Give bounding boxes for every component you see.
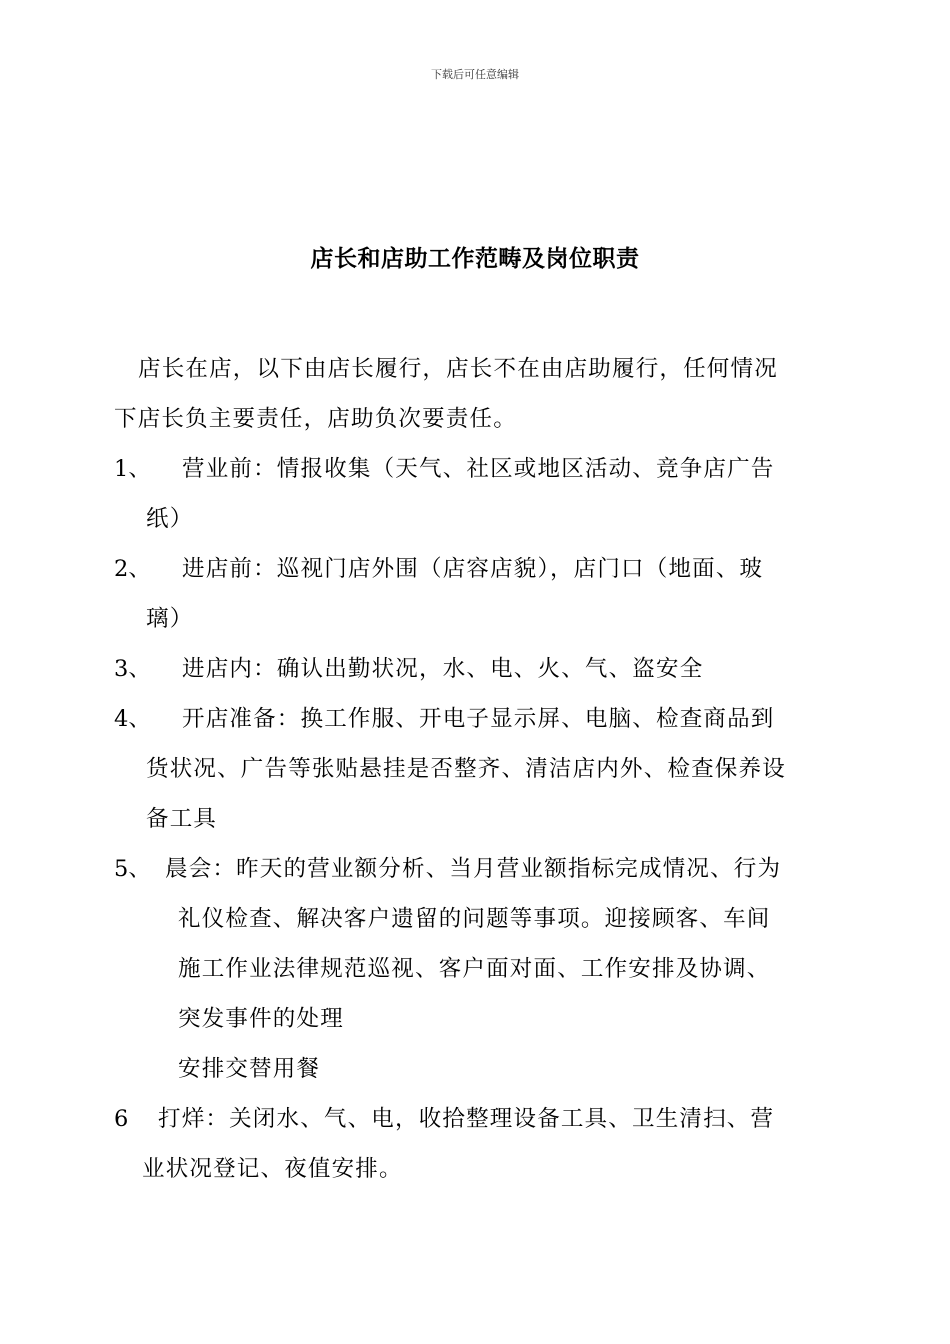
item-text-line: 进店内：确认出勤状况，水、电、火、气、盗安全 bbox=[182, 656, 704, 682]
item-text-line: 晨会：昨天的营业额分析、当月营业额指标完成情况、行为 bbox=[165, 856, 782, 882]
item-number: 6 bbox=[114, 1106, 129, 1132]
item-number: 2、 bbox=[114, 556, 151, 582]
document-title: 店长和店助工作范畴及岗位职责 bbox=[310, 245, 640, 272]
item-text-line: 进店前：巡视门店外围（店容店貌），店门口（地面、玻 bbox=[182, 556, 764, 582]
item-text-line: 业状况登记、夜值安排。 bbox=[142, 1156, 403, 1182]
intro-line-2: 下店长负主要责任，店助负次要责任。 bbox=[114, 406, 517, 432]
intro-line-1: 店长在店，以下由店长履行，店长不在由店助履行，任何情况 bbox=[138, 356, 778, 382]
item-text-line: 开店准备：换工作服、开电子显示屏、电脑、检查商品到 bbox=[182, 706, 775, 732]
item-text-line: 纸） bbox=[146, 506, 194, 532]
item-text-line: 打烊：关闭水、气、电，收拾整理设备工具、卫生清扫、营 bbox=[158, 1106, 775, 1132]
item-text-line: 施工作业法律规范巡视、客户面对面、工作安排及协调、 bbox=[178, 956, 771, 982]
item-number: 1、 bbox=[114, 456, 151, 482]
page-header: 下载后可任意编辑 bbox=[431, 68, 519, 81]
item-text-line: 安排交替用餐 bbox=[178, 1056, 321, 1082]
item-text-line: 礼仪检查、解决客户遗留的问题等事项。迎接顾客、车间 bbox=[178, 906, 771, 932]
item-number: 3、 bbox=[114, 656, 151, 682]
item-text-line: 璃） bbox=[146, 606, 194, 632]
item-text-line: 营业前：情报收集（天气、社区或地区活动、竞争店广告 bbox=[182, 456, 775, 482]
item-number: 5、 bbox=[114, 856, 151, 882]
item-number: 4、 bbox=[114, 706, 151, 732]
item-text-line: 备工具 bbox=[146, 806, 218, 832]
item-text-line: 货状况、广告等张贴悬挂是否整齐、清洁店内外、检查保养设 bbox=[146, 756, 786, 782]
item-text-line: 突发事件的处理 bbox=[178, 1006, 344, 1032]
